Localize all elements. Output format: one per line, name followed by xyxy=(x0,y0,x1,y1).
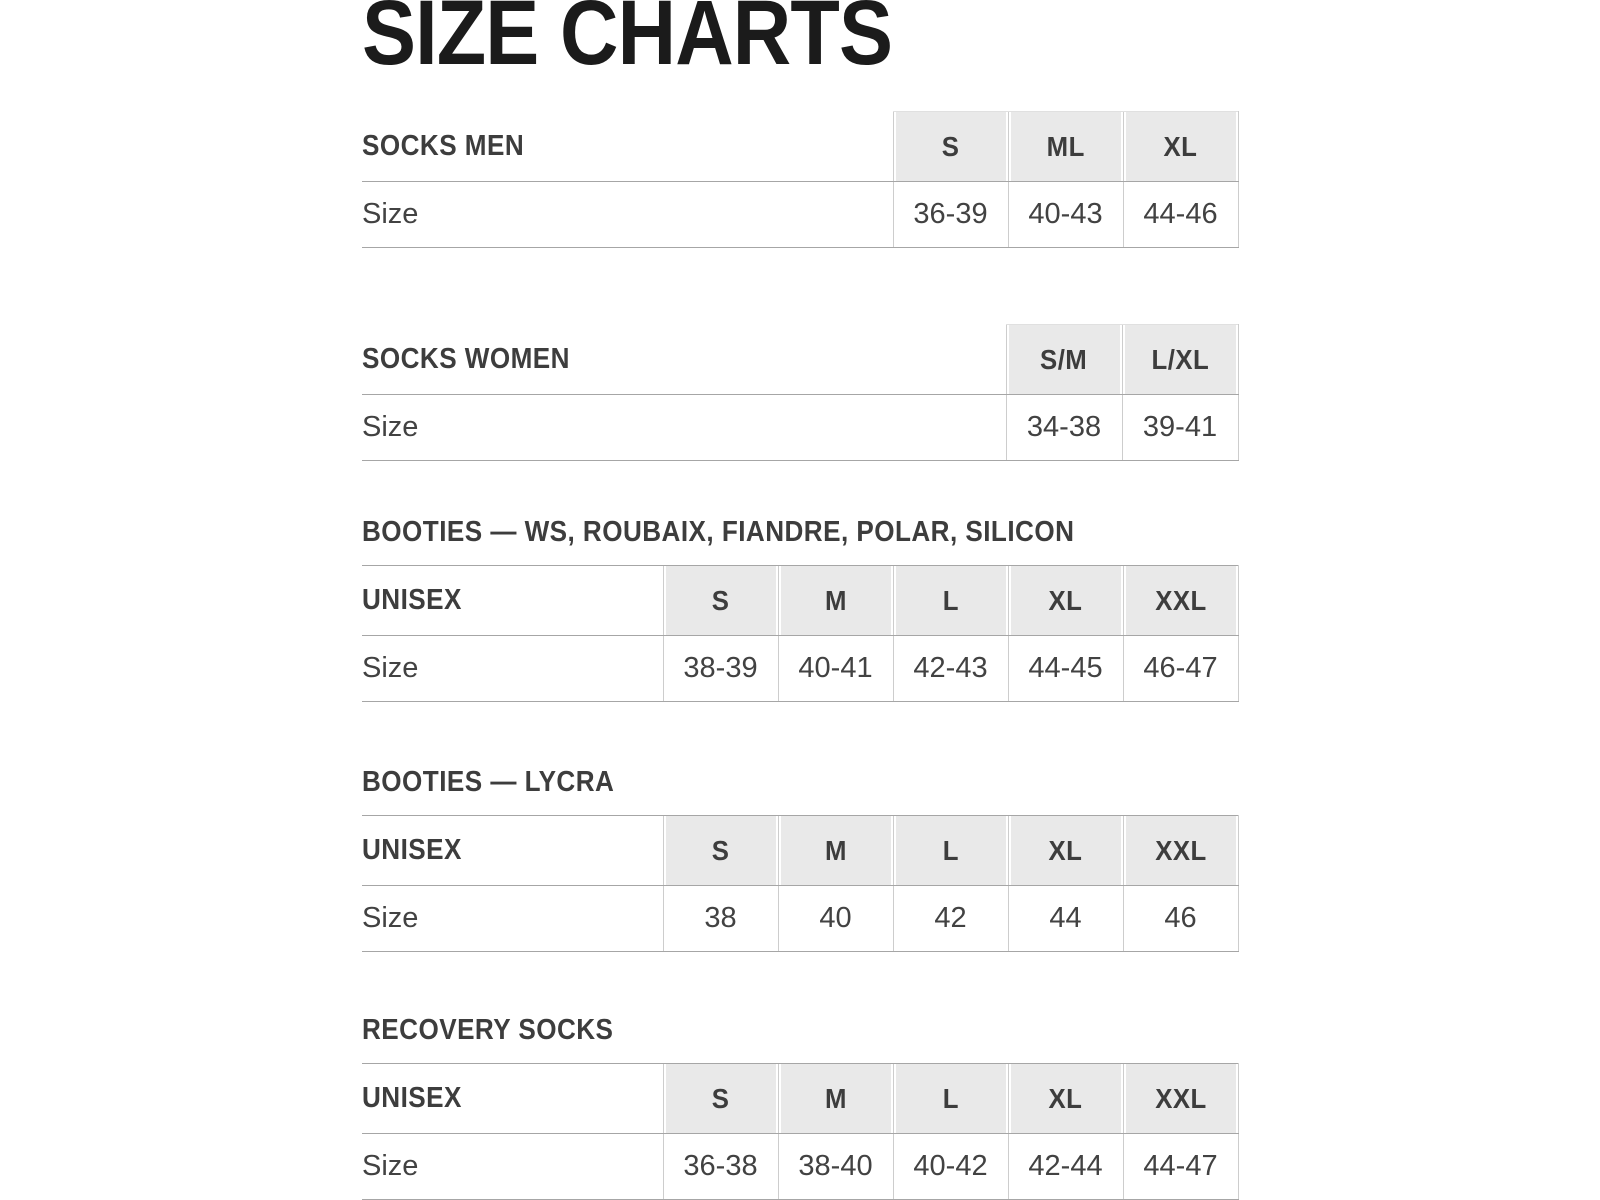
size-column-header: S xyxy=(893,112,1008,182)
size-column-header: L xyxy=(893,566,1008,636)
size-column-header: S xyxy=(663,1064,778,1134)
size-value-cell: 38-39 xyxy=(663,636,778,702)
size-value-cell: 38-40 xyxy=(778,1134,893,1200)
size-value-cell: 44 xyxy=(1008,886,1123,952)
table-data-row xyxy=(362,886,1238,952)
size-column-header: S xyxy=(663,816,778,886)
section-title-booties-lycra: BOOTIES — LYCRA xyxy=(362,765,615,798)
table-data-row xyxy=(362,636,1238,702)
table-header-row xyxy=(362,1064,1238,1134)
page-title xyxy=(362,0,1238,84)
size-row-label: Size xyxy=(362,886,663,952)
size-column-header: M xyxy=(778,566,893,636)
section-title-booties-ws: BOOTIES — WS, ROUBAIX, FIANDRE, POLAR, SILICON xyxy=(362,515,1075,548)
size-value-cell: 36-38 xyxy=(663,1134,778,1200)
size-column-header: M xyxy=(778,816,893,886)
size-row-label: Size xyxy=(362,395,1006,461)
table-header-row xyxy=(362,566,1238,636)
category-label: UNISEX xyxy=(362,1064,663,1134)
size-table-booties-ws xyxy=(362,565,1239,702)
size-value-cell: 44-47 xyxy=(1123,1134,1238,1200)
size-column-header: ML xyxy=(1008,112,1123,182)
size-row-label: Size xyxy=(362,182,893,248)
section-title-recovery-socks: RECOVERY SOCKS xyxy=(362,1013,614,1046)
size-table-booties-lycra xyxy=(362,815,1239,952)
size-column-header: M xyxy=(778,1064,893,1134)
size-value-cell: 38 xyxy=(663,886,778,952)
size-value-cell: 46 xyxy=(1123,886,1238,952)
table-data-row xyxy=(362,395,1238,461)
size-column-header: L/XL xyxy=(1122,325,1238,395)
size-column-header: S/M xyxy=(1006,325,1122,395)
size-row-label: Size xyxy=(362,1134,663,1200)
page-title-text: SIZE CHARTS xyxy=(362,0,893,84)
size-column-header: XL xyxy=(1008,816,1123,886)
size-value-cell: 44-46 xyxy=(1123,182,1238,248)
size-value-cell: 40-43 xyxy=(1008,182,1123,248)
size-value-cell: 34-38 xyxy=(1006,395,1122,461)
size-column-header: L xyxy=(893,1064,1008,1134)
size-value-cell: 36-39 xyxy=(893,182,1008,248)
size-column-header: XXL xyxy=(1123,816,1238,886)
size-value-cell: 42-44 xyxy=(1008,1134,1123,1200)
table-data-row xyxy=(362,182,1238,248)
size-value-cell: 39-41 xyxy=(1122,395,1238,461)
size-column-header: XXL xyxy=(1123,566,1238,636)
table-data-row xyxy=(362,1134,1238,1200)
size-value-cell: 40-41 xyxy=(778,636,893,702)
size-column-header: XL xyxy=(1008,1064,1123,1134)
size-value-cell: 46-47 xyxy=(1123,636,1238,702)
category-label: SOCKS WOMEN xyxy=(362,325,1006,395)
size-column-header: S xyxy=(663,566,778,636)
size-value-cell: 42-43 xyxy=(893,636,1008,702)
size-row-label: Size xyxy=(362,636,663,702)
category-label: UNISEX xyxy=(362,566,663,636)
size-column-header: XL xyxy=(1008,566,1123,636)
size-column-header: L xyxy=(893,816,1008,886)
size-value-cell: 44-45 xyxy=(1008,636,1123,702)
table-header-row xyxy=(362,112,1238,182)
size-column-header: XXL xyxy=(1123,1064,1238,1134)
content-column xyxy=(362,0,1238,1200)
category-label: UNISEX xyxy=(362,816,663,886)
size-table-recovery-socks xyxy=(362,1063,1239,1200)
table-header-row xyxy=(362,816,1238,886)
size-value-cell: 42 xyxy=(893,886,1008,952)
size-value-cell: 40-42 xyxy=(893,1134,1008,1200)
table-header-row xyxy=(362,325,1238,395)
size-column-header: XL xyxy=(1123,112,1238,182)
category-label: SOCKS MEN xyxy=(362,112,893,182)
size-value-cell: 40 xyxy=(778,886,893,952)
size-table-socks-men xyxy=(362,111,1239,248)
size-table-socks-women xyxy=(362,324,1239,461)
